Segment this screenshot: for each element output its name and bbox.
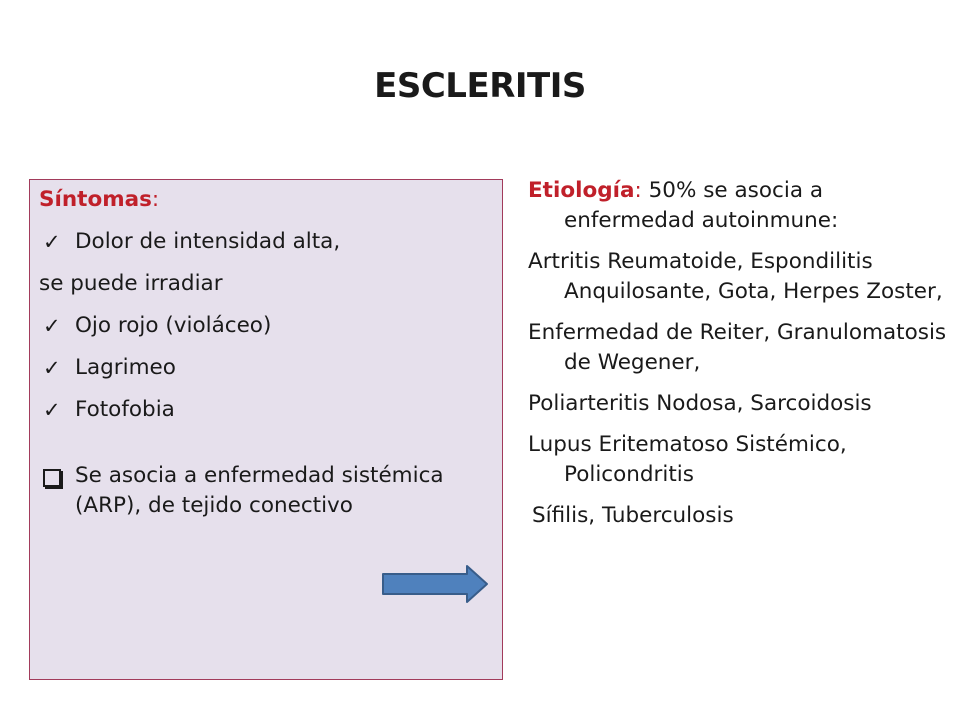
etiology-intro	[528, 176, 948, 236]
symptoms-content	[39, 185, 496, 533]
symptoms-heading	[39, 185, 496, 215]
symptom-text: se puede irradiar	[39, 271, 223, 296]
etiology-cause-group: Poliarteritis Nodosa, Sarcoidosis	[528, 391, 872, 416]
symptoms-label: Síntomas	[39, 187, 152, 212]
systemic-association-text: Se asocia a enfermedad sistémica (ARP), de tejido conectivo	[75, 463, 444, 518]
checkbox-icon	[43, 461, 67, 495]
symptoms-box	[29, 179, 503, 680]
spacer	[39, 437, 496, 461]
etiology-cause-group: Sífilis, Tuberculosis	[532, 503, 734, 528]
right-arrow-icon	[381, 564, 491, 604]
symptom-item	[39, 353, 496, 383]
symptom-text: Dolor de intensidad alta,	[75, 229, 341, 254]
slide-title: ESCLERITIS	[374, 66, 586, 106]
etiology-cause-group: Enfermedad de Reiter, Granulomatosis de Wegener,	[528, 320, 947, 375]
etiology-cause-group: Lupus Eritematoso Sistémico, Policondritis	[528, 432, 847, 487]
systemic-association-item	[39, 461, 496, 521]
etiology-intro-text: 50% se asocia a enfermedad autoinmune:	[564, 178, 839, 233]
symptom-text: Ojo rojo (violáceo)	[75, 313, 272, 338]
symptoms-label-colon: :	[151, 187, 160, 212]
symptom-item	[39, 395, 496, 425]
symptom-text: Lagrimeo	[75, 355, 176, 380]
symptom-continuation	[39, 269, 496, 299]
check-icon: ✓	[43, 230, 61, 254]
check-icon: ✓	[43, 314, 61, 338]
etiology-label-colon: :	[634, 178, 642, 203]
etiology-cause-group: Artritis Reumatoide, Espondilitis Anquilosante, Gota, Herpes Zoster,	[528, 249, 943, 304]
symptom-text: Fotofobia	[75, 397, 175, 422]
etiology-label: Etiología	[528, 178, 635, 203]
etiology-section	[528, 176, 948, 542]
check-icon: ✓	[43, 356, 61, 380]
symptom-item	[39, 227, 496, 257]
check-icon: ✓	[43, 398, 61, 422]
symptom-item	[39, 311, 496, 341]
